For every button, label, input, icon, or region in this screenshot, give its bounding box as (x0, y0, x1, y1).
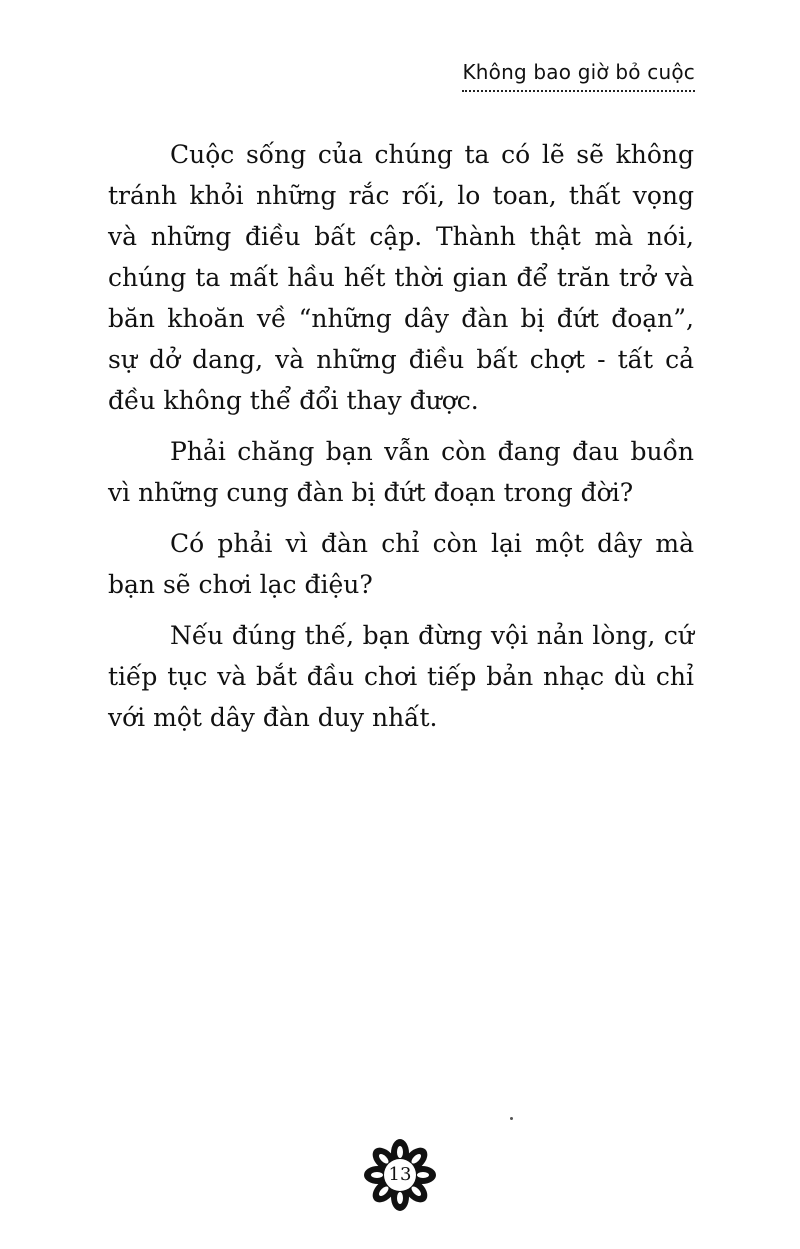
page-number: 13 (388, 1164, 412, 1185)
page-number-ornament (363, 1138, 437, 1212)
paragraph: Có phải vì đàn chỉ còn lại một dây mà bạn sẽ chơi lạc điệu? (108, 529, 694, 599)
print-speck (510, 1117, 513, 1120)
paragraph: Phải chăng bạn vẫn còn đang đau buồn vì những cung đàn bị đứt đoạn trong đời? (108, 437, 694, 507)
running-header-title: Không bao giờ bỏ cuộc (462, 60, 695, 92)
paragraph: Cuộc sống của chúng ta có lẽ sẽ không tránh khỏi những rắc rối, lo toan, thất vọng và những điều bất cập. Thành thật mà nói, chúng ta mất hầu hết thời gian để trăn trở và băn khoăn về “những dây đàn bị đứt đoạn”, sự dở dang, và những điều bất chợt - tất cả đều không thể đổi thay được. (108, 140, 694, 415)
body-text (108, 134, 694, 748)
paragraph: Nếu đúng thế, bạn đừng vội nản lòng, cứ tiếp tục và bắt đầu chơi tiếp bản nhạc dù chỉ với một dây đàn duy nhất. (108, 621, 694, 732)
